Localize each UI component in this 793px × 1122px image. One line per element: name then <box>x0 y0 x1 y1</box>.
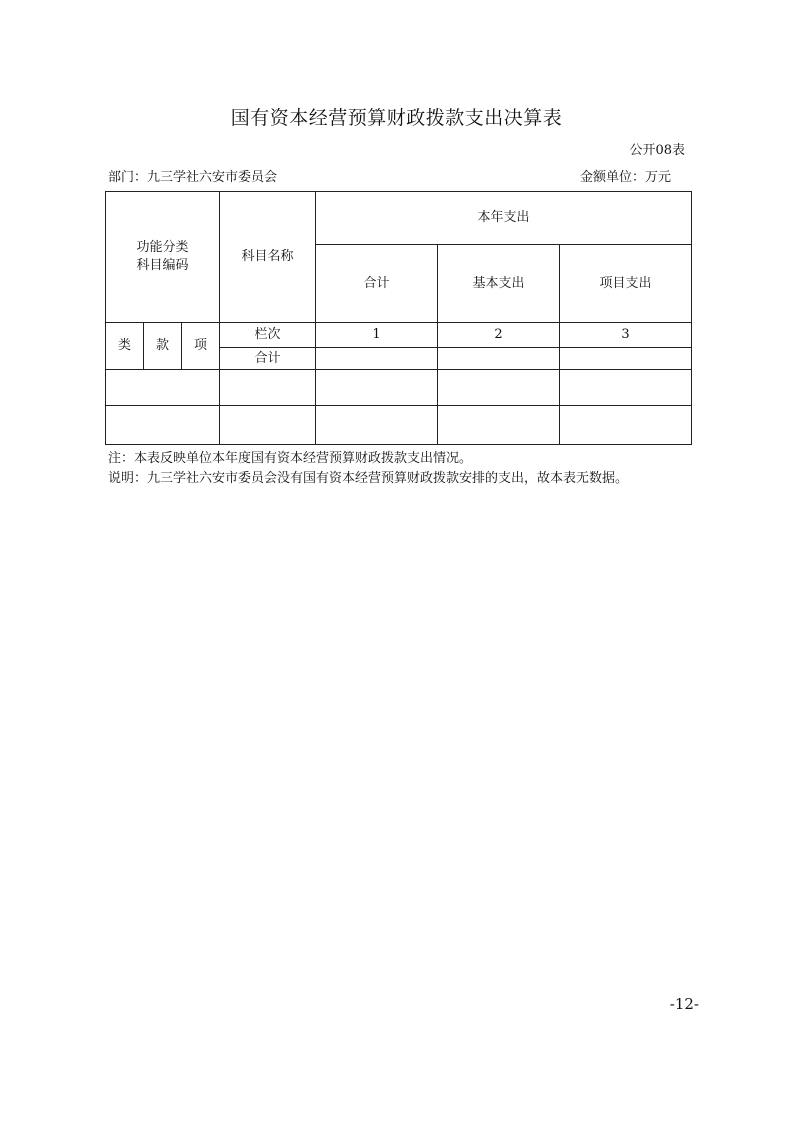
column-number-2: 2 <box>438 323 560 348</box>
empty-cell <box>106 406 220 445</box>
project-expenditure-header: 项目支出 <box>560 245 692 323</box>
total-row-label: 合计 <box>220 348 316 370</box>
empty-cell <box>106 370 220 406</box>
amount-unit-label: 金额单位：万元 <box>579 170 671 185</box>
table-row <box>106 406 692 445</box>
empty-cell <box>438 370 560 406</box>
item-header: 项 <box>182 323 220 370</box>
explanation-text: 说明：九三学社六安市委员会没有国有资本经营预算财政拨款安排的支出，故本表无数据。 <box>108 471 629 486</box>
empty-cell <box>316 406 438 445</box>
current-year-expenditure-header: 本年支出 <box>316 192 692 245</box>
page-number: -12- <box>669 995 699 1013</box>
empty-cell <box>560 406 692 445</box>
basic-expenditure-header: 基本支出 <box>438 245 560 323</box>
department-label: 部门：九三学社六安市委员会 <box>108 170 278 185</box>
column-number-3: 3 <box>560 323 692 348</box>
empty-cell <box>560 370 692 406</box>
form-code: 公开08表 <box>629 143 685 158</box>
function-class-label: 功能分类 <box>136 240 189 255</box>
note-text: 注：本表反映单位本年度国有资本经营预算财政拨款支出情况。 <box>108 451 473 466</box>
notes-section <box>108 449 628 489</box>
class-header: 类 <box>106 323 144 370</box>
subject-name-header: 科目名称 <box>220 192 316 323</box>
page-title: 国有资本经营预算财政拨款支出决算表 <box>230 107 563 129</box>
subject-code-label: 科目编码 <box>136 258 189 273</box>
section-header: 款 <box>144 323 182 370</box>
column-number-label: 栏次 <box>220 323 316 348</box>
empty-cell <box>220 370 316 406</box>
table-row <box>106 370 692 406</box>
total-row-cell <box>560 348 692 370</box>
expenditure-table <box>105 191 692 445</box>
function-class-header <box>106 192 220 323</box>
total-row-cell <box>438 348 560 370</box>
empty-cell <box>438 406 560 445</box>
total-row-cell <box>316 348 438 370</box>
empty-cell <box>316 370 438 406</box>
total-header: 合计 <box>316 245 438 323</box>
empty-cell <box>220 406 316 445</box>
column-number-1: 1 <box>316 323 438 348</box>
